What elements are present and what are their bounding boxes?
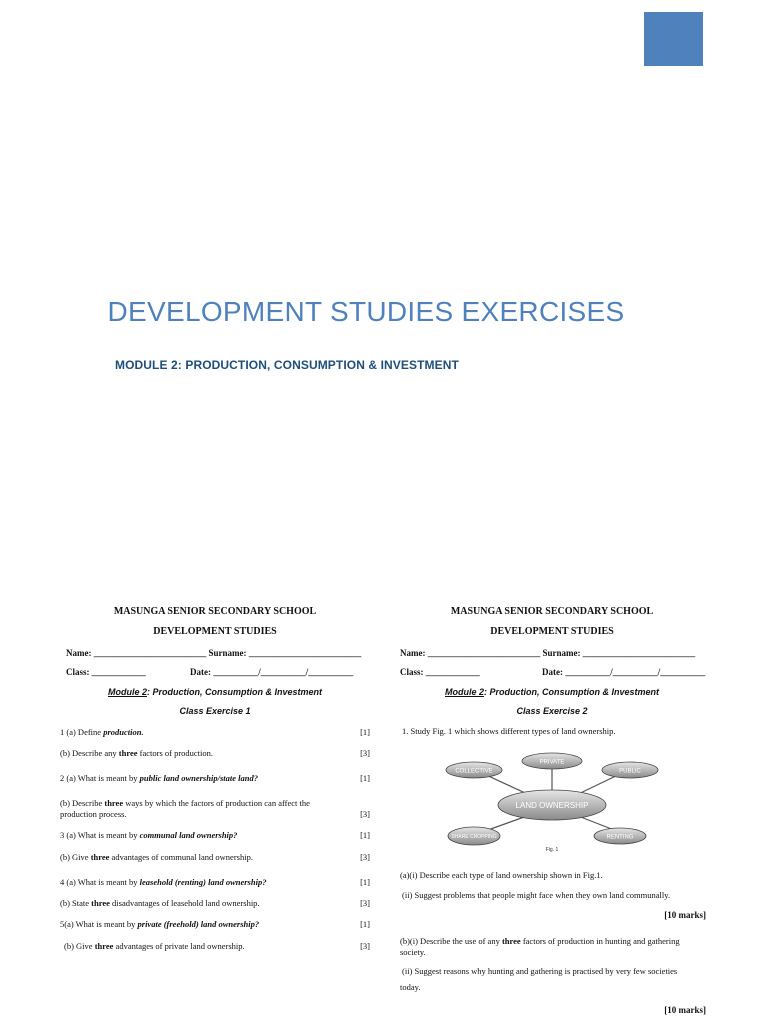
diagram-label-renting: RENTING — [606, 834, 634, 841]
name-field: Name: _________________________ Surname: _________________________ — [400, 648, 696, 658]
module-subtitle: MODULE 2: PRODUCTION, CONSUMPTION & INVESTMENT — [115, 358, 459, 372]
page-title: DEVELOPMENT STUDIES EXERCISES — [107, 296, 625, 327]
module-heading: Module 2: Production, Consumption & Investment — [444, 687, 659, 697]
question-1a: 1 (a) Define production. [1] — [60, 727, 370, 737]
question-b-i: (b)(i) Describe the use of any three factors of production in hunting and gathering society. — [400, 936, 680, 957]
exercise-heading: Class Exercise 1 — [179, 706, 251, 716]
diagram-caption: Fig. 1 — [545, 847, 559, 853]
question-4a: 4 (a) What is meant by leasehold (renting) land ownership? [1] — [60, 877, 370, 887]
module-heading: Module 2: Production, Consumption & Investment — [107, 687, 322, 697]
question-1b: (b) Describe any three factors of production. [3] — [60, 748, 370, 758]
question-2b: (b) Describe three ways by which the factors of production can affect the production process. [3] — [60, 798, 370, 819]
question-b-ii: (ii) Suggest reasons why hunting and gathering is practised by very few societies — [402, 966, 678, 976]
school-name: MASUNGA SENIOR SECONDARY SCHOOL — [450, 606, 654, 617]
question-5b: (b) Give three advantages of private land ownership. [3] — [64, 941, 370, 951]
school-name: MASUNGA SENIOR SECONDARY SCHOOL — [113, 606, 317, 617]
question-a-ii: (ii) Suggest problems that people might face when they own land communally. — [402, 890, 671, 900]
diagram-label-collective: COLLECTIVE — [455, 768, 493, 775]
exercise-heading: Class Exercise 2 — [516, 706, 588, 716]
diagram-label-public: PUBLIC — [619, 768, 641, 775]
question-a-i: (a)(i) Describe each type of land ownership shown in Fig.1. — [400, 870, 603, 880]
marks-b: [10 marks] — [664, 1005, 706, 1015]
land-ownership-diagram — [444, 750, 660, 854]
name-field: Name: _________________________ Surname: _________________________ — [66, 648, 362, 658]
diagram-center-label: LAND OWNERSHIP — [515, 801, 589, 810]
subject-name: DEVELOPMENT STUDIES — [153, 626, 277, 637]
diagram-label-share-cropping: SHARE CROPPING — [451, 834, 497, 840]
corner-accent-box — [644, 12, 703, 66]
diagram-label-private: PRIVATE — [539, 759, 565, 766]
class-field: Class: ____________ — [66, 667, 146, 677]
question-3b: (b) Give three advantages of communal land ownership. [3] — [60, 852, 370, 862]
class-field: Class: ____________ — [400, 667, 480, 677]
question-2a: 2 (a) What is meant by public land ownership/state land? [1] — [60, 773, 370, 783]
question-4b: (b) State three disadvantages of leasehold land ownership. [3] — [60, 898, 370, 908]
question-b-ii-cont: today. — [400, 982, 421, 992]
question-5a: 5(a) What is meant by private (freehold) land ownership? [1] — [60, 919, 370, 929]
question-3a: 3 (a) What is meant by communal land ownership? [1] — [60, 830, 370, 840]
question-intro: 1. Study Fig. 1 which shows different types of land ownership. — [402, 726, 616, 736]
subject-name: DEVELOPMENT STUDIES — [490, 626, 614, 637]
date-field: Date: __________/__________/__________ — [190, 667, 354, 677]
marks-a: [10 marks] — [664, 910, 706, 920]
date-field: Date: __________/__________/__________ — [542, 667, 706, 677]
